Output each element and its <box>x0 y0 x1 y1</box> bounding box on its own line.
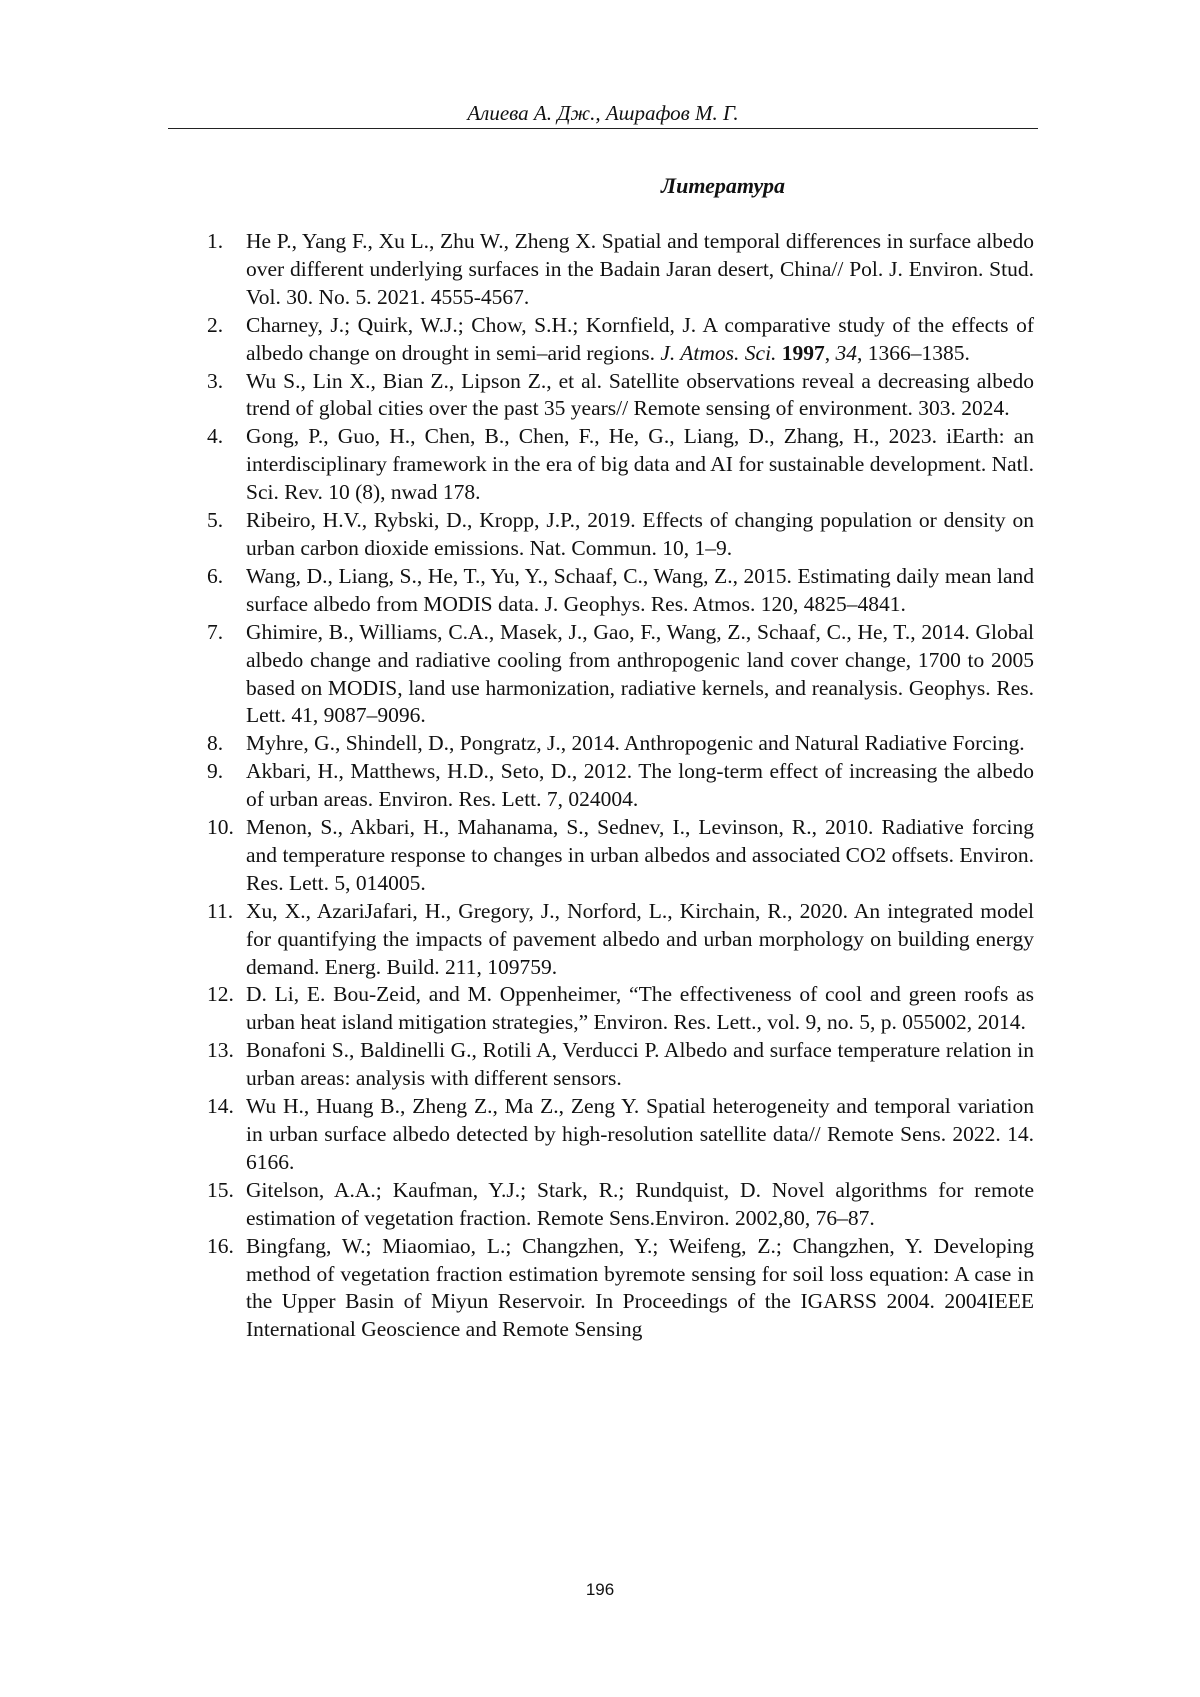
running-header: Алиева А. Дж., Ашрафов М. Г. <box>168 100 1038 126</box>
reference-text: Wu H., Huang B., Zheng Z., Ma Z., Zeng Y. Spatial heterogeneity and temporal variation in urban surface albedo detected by high-resolution satellite data// Remote Sens. 2022. 14. 6166. <box>246 1094 1034 1174</box>
reference-number: 11. <box>207 898 233 926</box>
reference-text: Xu, X., AzariJafari, H., Gregory, J., Norford, L., Kirchain, R., 2020. An integrated model for quantifying the impacts of pavement albedo and urban morphology on building energy demand. Energ. Build. 211, 109759. <box>246 899 1034 979</box>
reference-text: Menon, S., Akbari, H., Mahanama, S., Sednev, I., Levinson, R., 2010. Radiative forcing and temperature response to changes in urban albedos and associated CO2 offsets. Environ. Res. Lett. 5, 014005. <box>246 815 1034 895</box>
reference-text: D. Li, E. Bou-Zeid, and M. Oppenheimer, “The effectiveness of cool and green roofs as urban heat island mitigation strategies,” Environ. Res. Lett., vol. 9, no. 5, p. 055002, 2014. <box>246 982 1034 1034</box>
reference-item <box>207 1037 1034 1093</box>
reference-number: 12. <box>207 981 234 1009</box>
reference-text: Gong, P., Guo, H., Chen, B., Chen, F., He, G., Liang, D., Zhang, H., 2023. iEarth: an interdisciplinary framework in the era of big data and AI for sustainable development. Natl. Sci. Rev. 10 (8), nwad 178. <box>246 424 1034 504</box>
reference-text: Wang, D., Liang, S., He, T., Yu, Y., Schaaf, C., Wang, Z., 2015. Estimating daily mean land surface albedo from MODIS data. J. Geophys. Res. Atmos. 120, 4825–4841. <box>246 564 1034 616</box>
reference-number: 5. <box>207 507 223 535</box>
reference-number: 4. <box>207 423 223 451</box>
reference-year: 1997 <box>782 341 825 365</box>
reference-journal: J. Atmos. Sci. <box>660 341 776 365</box>
reference-number: 15. <box>207 1177 234 1205</box>
reference-number: 7. <box>207 619 223 647</box>
reference-number: 10. <box>207 814 234 842</box>
reference-item <box>207 981 1034 1037</box>
reference-text: He P., Yang F., Xu L., Zhu W., Zheng X. Spatial and temporal differences in surface albedo over different underlying surfaces in the Badain Jaran desert, China// Pol. J. Environ. Stud. Vol. 30. No. 5. 2021. 4555-4567. <box>246 229 1034 309</box>
reference-item <box>207 619 1034 731</box>
reference-text: Ghimire, B., Williams, C.A., Masek, J., Gao, F., Wang, Z., Schaaf, C., He, T., 2014. Global albedo change and radiative cooling from anthropogenic land cover change, 1700 to 2005 based on MODIS, land use harmonization, radiative kernels, and reanalysis. Geophys. Res. Lett. 41, 9087–9096. <box>246 620 1034 728</box>
reference-number: 8. <box>207 730 223 758</box>
page-number: 196 <box>0 1580 1200 1600</box>
reference-item <box>207 898 1034 982</box>
reference-item: 2. Charney, J.; Quirk, W.J.; Chow, S.H.; Kornfield, J. A comparative study of the effects of albedo change on drought in semi–arid regions. J. Atmos. Sci. 1997, 34, 1366–1385. <box>207 312 1034 368</box>
reference-number: 1. <box>207 228 223 256</box>
reference-volume: 34 <box>836 341 858 365</box>
reference-text: Wu S., Lin X., Bian Z., Lipson Z., et al. Satellite observations reveal a decreasing albedo trend of global cities over the past 35 years// Remote sensing of environment. 303. 2024. <box>246 369 1034 421</box>
reference-item <box>207 814 1034 898</box>
reference-number: 6. <box>207 563 223 591</box>
reference-number: 2. <box>207 312 223 340</box>
reference-item <box>207 1177 1034 1233</box>
reference-number: 14. <box>207 1093 234 1121</box>
reference-item <box>207 368 1034 424</box>
reference-text: Bingfang, W.; Miaomiao, L.; Changzhen, Y.; Weifeng, Z.; Changzhen, Y. Developing method of vegetation fraction estimation byremote sensing for soil loss equation: A case in the Upper Basin of Miyun Reservoir. In Proceedings of the IGARSS 2004. 2004IEEE International Geoscience and Remote Sensing <box>246 1234 1034 1342</box>
reference-item <box>207 758 1034 814</box>
reference-pages: , 1366–1385. <box>857 341 970 365</box>
reference-item <box>207 507 1034 563</box>
reference-item <box>207 423 1034 507</box>
section-title: Литература <box>168 173 1200 199</box>
reference-text: Bonafoni S., Baldinelli G., Rotili A, Verducci P. Albedo and surface temperature relation in urban areas: analysis with different sensors. <box>246 1038 1034 1090</box>
reference-list <box>207 228 1034 1344</box>
reference-text: Akbari, H., Matthews, H.D., Seto, D., 2012. The long-term effect of increasing the albedo of urban areas. Environ. Res. Lett. 7, 024004. <box>246 759 1034 811</box>
reference-text: Myhre, G., Shindell, D., Pongratz, J., 2014. Anthropogenic and Natural Radiative Forcing. <box>246 731 1025 755</box>
header-rule <box>168 128 1038 129</box>
reference-text: Gitelson, A.A.; Kaufman, Y.J.; Stark, R.; Rundquist, D. Novel algorithms for remote estimation of vegetation fraction. Remote Sens.Environ. 2002,80, 76–87. <box>246 1178 1034 1230</box>
reference-number: 3. <box>207 368 223 396</box>
reference-number: 13. <box>207 1037 234 1065</box>
reference-item <box>207 563 1034 619</box>
reference-item <box>207 730 1034 758</box>
reference-text: Charney, J.; Quirk, W.J.; Chow, S.H.; Kornfield, J. A comparative study of the effects of albedo change on drought in semi–arid regions. <box>246 313 1034 365</box>
reference-text: Ribeiro, H.V., Rybski, D., Kropp, J.P., 2019. Effects of changing population or density on urban carbon dioxide emissions. Nat. Commun. 10, 1–9. <box>246 508 1034 560</box>
reference-number: 16. <box>207 1233 234 1261</box>
reference-item <box>207 1093 1034 1177</box>
reference-item <box>207 1233 1034 1345</box>
reference-item <box>207 228 1034 312</box>
reference-number: 9. <box>207 758 223 786</box>
